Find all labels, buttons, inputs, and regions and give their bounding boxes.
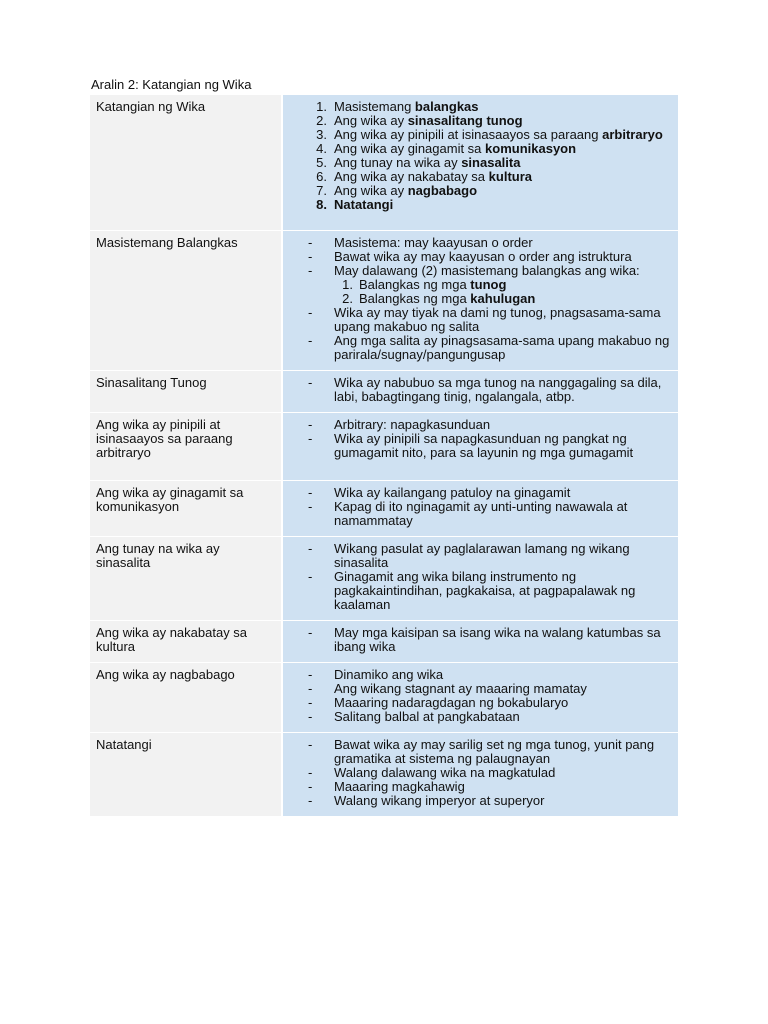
sub-list-item: 1. Balangkas ng mga tunog [342,277,507,292]
table-row [90,733,678,817]
sub-list-item: 2. Balangkas ng mga kahulugan [342,291,536,306]
list-item: 6. Ang wika ay nakabatay sa kultura [316,169,532,184]
table-row [90,621,678,663]
list-item: - May mga kaisipan sa isang wika na walang katumbas sa ibang wika [308,625,661,654]
bullet-list [283,231,678,370]
list-item: - Bawat wika ay may kaayusan o order ang istruktura [308,249,632,264]
table-row [90,371,678,413]
list-item: - Walang wikang imperyor at superyor [308,793,545,808]
table-row [90,481,678,537]
list-item: - Maaaring magkahawig [308,779,465,794]
table-row [90,537,678,621]
list-item: - Ang wikang stagnant ay maaaring mamatay [308,681,587,696]
bullet-list [283,621,678,662]
list-item: - Arbitrary: napagkasunduan [308,417,491,432]
list-item: - Wika ay pinipili sa napagkasunduan ng pangkat ng gumagamit nito, para sa layunin ng mga gumagamit [308,431,634,460]
list-item: 1. Masistemang balangkas [316,99,479,114]
page-title: Aralin 2: Katangian ng Wika [91,77,252,92]
list-item: - Wika ay kailangang patuloy na ginagamit [308,485,571,500]
list-item: - Walang dalawang wika na magkatulad [308,765,556,780]
row-label: Ang wika ay pinipili at isinasaayos sa paraang arbitraryo [96,417,233,460]
row-label: Ang wika ay ginagamit sa komunikasyon [96,485,244,514]
table-row [90,663,678,733]
row-label: Natatangi [96,737,152,752]
list-item: 3. Ang wika ay pinipili at isinasaayos sa paraang arbitraryo [316,127,663,142]
list-item: 2. Ang wika ay sinasalitang tunog [316,113,523,128]
list-item: - Dinamiko ang wika [308,667,444,682]
bullet-list [283,413,678,468]
katangian-table [90,95,678,817]
table-row [90,231,678,371]
list-item: - Wikang pasulat ay paglalarawan lamang ng wikang sinasalita [308,541,630,570]
bullet-list [283,481,678,536]
list-item: - Bawat wika ay may sarilig set ng mga tunog, yunit pang gramatika at sistema ng palaugnayan [308,737,655,766]
list-item: - May dalawang (2) masistemang balangkas ang wika: [308,263,640,278]
list-item: - Wika ay nabubuo sa mga tunog na nanggagaling sa dila, labi, babagtingang tinig, ngalangala, atbp. [308,375,662,404]
list-item: - Wika ay may tiyak na dami ng tunog, pnagsasama-sama upang makabuo ng salita [308,305,661,334]
row-label: Ang wika ay nakabatay sa kultura [96,625,248,654]
table-row [90,95,678,231]
row-label: Sinasalitang Tunog [96,375,207,390]
list-item: - Ginagamit ang wika bilang instrumento ng pagkakaintindihan, pagkakaisa, at pagpapalawak ng kaalaman [308,569,636,612]
list-item: - Salitang balbal at pangkabataan [308,709,520,724]
list-item: 5. Ang tunay na wika ay sinasalita [316,155,521,170]
row-label: Katangian ng Wika [96,99,206,114]
list-item: 4. Ang wika ay ginagamit sa komunikasyon [316,141,577,156]
list-item: 8. Natatangi [316,197,394,212]
bullet-list [283,733,678,816]
row-label: Ang wika ay nagbabago [96,667,235,682]
list-item: - Masistema: may kaayusan o order [308,235,533,250]
bullet-list [283,663,678,732]
list-item: - Maaaring nadaragdagan ng bokabularyo [308,695,569,710]
table-row [90,413,678,481]
list-item: - Kapag di ito nginagamit ay unti-unting nawawala at namammatay [308,499,628,528]
numbered-list [283,95,678,220]
list-item: 7. Ang wika ay nagbabago [316,183,478,198]
bullet-list [283,537,678,620]
bullet-list [283,371,678,412]
list-item: - Ang mga salita ay pinagsasama-sama upang makabuo ng parirala/sugnay/pangungusap [308,333,670,362]
row-label: Ang tunay na wika ay sinasalita [96,541,220,570]
row-label: Masistemang Balangkas [96,235,238,250]
